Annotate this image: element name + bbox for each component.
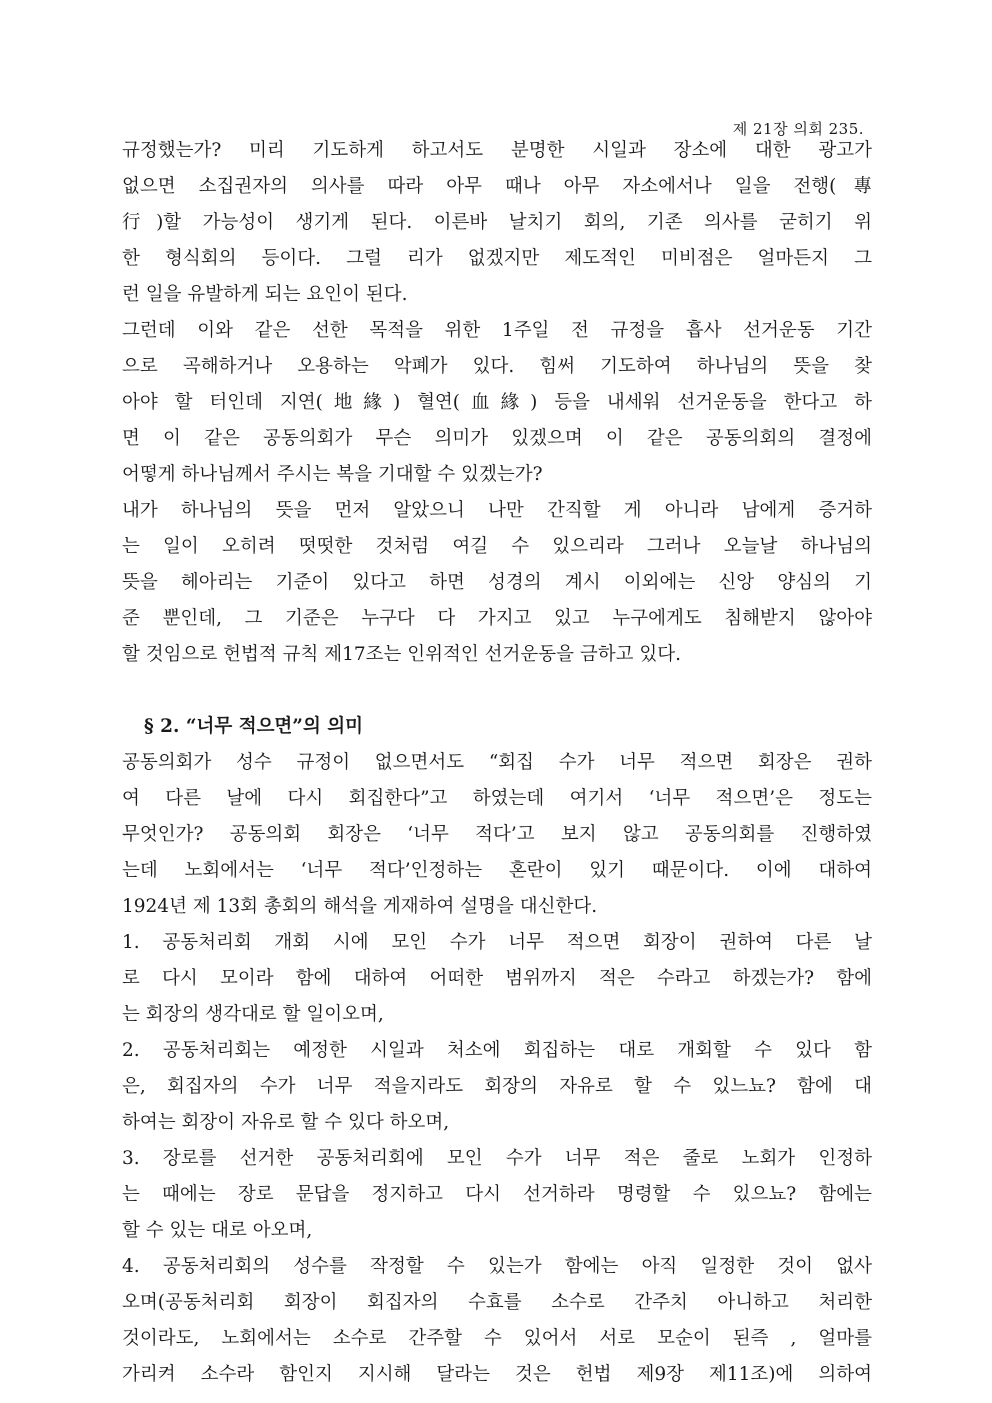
text-line: 어떻게 하나님께서 주시는 복을 기대할 수 있겠는가? [122, 464, 543, 485]
text-line: 3. 장로를 선거한 공동처리회에 모인 수가 너무 적은 줄로 노회가 인정하 [122, 1148, 872, 1169]
text-line: 1. 공동처리회 개회 시에 모인 수가 너무 적으면 회장이 권하여 다른 날 [122, 932, 872, 953]
text-line: 내가 하나님의 뜻을 먼저 알았으니 나만 간직할 게 아니라 남에게 증거하 [122, 500, 872, 521]
text-line: 는데 노회에서는 ‘너무 적다’인정하는 혼란이 있기 때문이다. 이에 대하여 [122, 860, 872, 881]
text-line: 2. 공동처리회는 예정한 시일과 처소에 회집하는 대로 개회할 수 있다 함 [122, 1040, 872, 1061]
text-line: 면 이 같은 공동의회가 무슨 의미가 있겠으며 이 같은 공동의회의 결정에 [122, 428, 872, 449]
paragraph [122, 313, 872, 493]
paragraph [122, 133, 872, 313]
list-item [122, 925, 872, 1033]
list-item [122, 1249, 872, 1393]
paragraph [122, 493, 872, 673]
text-line: 오며(공동처리회 회장이 회집자의 수효를 소수로 간주치 아니하고 처리한 [122, 1292, 872, 1313]
text-line: 는 일이 오히려 떳떳한 것처럼 여길 수 있으리라 그러나 오늘날 하나님의 [122, 536, 872, 557]
section-gap [122, 673, 872, 709]
text-line: 으로 곡해하거나 오용하는 악폐가 있다. 힘써 기도하여 하나님의 뜻을 찾 [122, 356, 872, 377]
text-line: 할 수 있는 대로 아오며, [122, 1220, 313, 1241]
text-line: 규정했는가? 미리 기도하게 하고서도 분명한 시일과 장소에 대한 광고가 [122, 140, 872, 161]
text-line: 공동의회가 성수 규정이 없으면서도 “회집 수가 너무 적으면 회장은 권하 [122, 752, 872, 773]
text-line: 할 것임으로 헌법적 규칙 제17조는 인위적인 선거운동을 금하고 있다. [122, 644, 681, 665]
text-line: 것이라도, 노회에서는 소수로 간주할 수 있어서 서로 모순이 된즉 , 얼마를 [122, 1328, 872, 1349]
text-line: 아야 할 터인데 지연(地緣) 혈연(血緣) 등을 내세워 선거운동을 한다고 하 [122, 392, 872, 413]
list-item [122, 1141, 872, 1249]
list-item [122, 1033, 872, 1141]
text-line: 무엇인가? 공동의회 회장은 ‘너무 적다’고 보지 않고 공동의회를 진행하였 [122, 824, 872, 845]
text-line: 그런데 이와 같은 선한 목적을 위한 1주일 전 규정을 흡사 선거운동 기간 [122, 320, 872, 341]
text-line: 런 일을 유발하게 되는 요인이 된다. [122, 284, 408, 305]
text-line: 한 형식회의 등이다. 그럴 리가 없겠지만 제도적인 미비점은 얼마든지 그 [122, 248, 872, 269]
text-line: 하여는 회장이 자유로 할 수 있다 하오며, [122, 1112, 450, 1133]
text-line: 1924년 제 13회 총회의 해석을 게재하여 설명을 대신한다. [122, 896, 598, 917]
text-line: 는 때에는 장로 문답을 정지하고 다시 선거하라 명령할 수 있으뇨? 함에는 [122, 1184, 872, 1205]
text-line: 여 다른 날에 다시 회집한다”고 하였는데 여기서 ‘너무 적으면’은 정도는 [122, 788, 872, 809]
text-line: 없으면 소집권자의 의사를 따라 아무 때나 아무 자소에서나 일을 전행(專 [122, 176, 872, 197]
text-line: 4. 공동처리회의 성수를 작정할 수 있는가 함에는 아직 일정한 것이 없사 [122, 1256, 872, 1277]
text-line: 行)할 가능성이 생기게 된다. 이른바 날치기 회의, 기존 의사를 굳히기 위 [122, 212, 872, 233]
text-line: 가리켜 소수라 함인지 지시해 달라는 것은 헌법 제9장 제11조)에 의하여 [122, 1364, 872, 1385]
text-line: 로 다시 모이라 함에 대하여 어떠한 범위까지 적은 수라고 하겠는가? 함에 [122, 968, 872, 989]
running-header: 제 21장 의회 235. [732, 120, 864, 138]
text-line: 준 뿐인데, 그 기준은 누구다 다 가지고 있고 누구에게도 침해받지 않아야 [122, 608, 872, 629]
text-line: 는 회장의 생각대로 할 일이오며, [122, 1004, 384, 1025]
text-line: 은, 회집자의 수가 너무 적을지라도 회장의 자유로 할 수 있느뇨? 함에 대 [122, 1076, 872, 1097]
section-heading: § 2. “너무 적으면”의 의미 [144, 716, 364, 737]
text-line: 뜻을 헤아리는 기준이 있다고 하면 성경의 계시 이외에는 신앙 양심의 기 [122, 572, 872, 593]
body-text [122, 133, 872, 1393]
paragraph [122, 745, 872, 925]
